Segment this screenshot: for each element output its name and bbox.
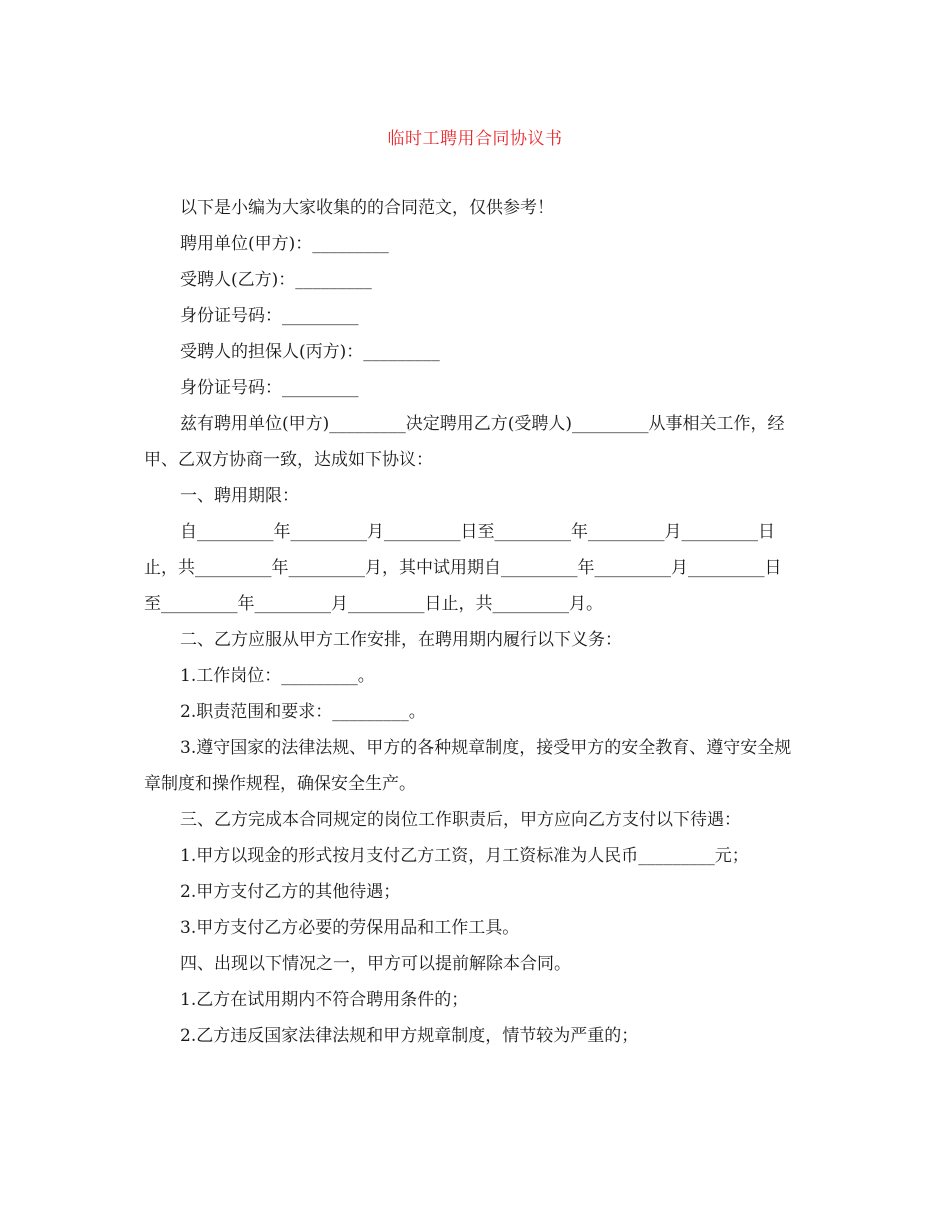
paragraph-salary: 1.甲方以现金的形式按月支付乙方工资，月工资标准为人民币_________元； bbox=[180, 846, 749, 866]
document-body bbox=[144, 190, 796, 1054]
paragraph-guarantor: 受聘人的担保人(丙方)：_________ bbox=[180, 342, 440, 362]
paragraph-other-benefits: 2.甲方支付乙方的其他待遇； bbox=[180, 882, 401, 902]
paragraph-term-dates: 自_________年_________月_________日至_________年_________月_________日止，共_________年_________月，其中试用期自_________年_________月_________日至_________年_________月_________日止，共_________月。 bbox=[144, 522, 782, 614]
paragraph-agreement: 兹有聘用单位(甲方)_________决定聘用乙方(受聘人)_________从事相关工作，经甲、乙双方协商一致，达成如下协议： bbox=[144, 414, 785, 470]
paragraph-duties: 2.职责范围和要求：_________。 bbox=[180, 702, 426, 722]
paragraph-equipment: 3.甲方支付乙方必要的劳保用品和工作工具。 bbox=[180, 918, 520, 938]
paragraph-guarantor-id: 身份证号码：_________ bbox=[180, 378, 359, 398]
paragraph-section-3-heading: 三、乙方完成本合同规定的岗位工作职责后，甲方应向乙方支付以下待遇： bbox=[180, 810, 741, 830]
paragraph-position: 1.工作岗位：_________。 bbox=[180, 666, 375, 686]
paragraph-section-2-heading: 二、乙方应服从甲方工作安排，在聘用期内履行以下义务： bbox=[180, 630, 622, 650]
paragraph-employer: 聘用单位(甲方)：_________ bbox=[180, 234, 389, 254]
document-title: 临时工聘用合同协议书 bbox=[387, 129, 563, 149]
paragraph-employee-id: 身份证号码：_________ bbox=[180, 306, 359, 326]
paragraph-section-4-heading: 四、出现以下情况之一，甲方可以提前解除本合同。 bbox=[180, 954, 571, 974]
paragraph-termination-2: 2.乙方违反国家法律法规和甲方规章制度，情节较为严重的； bbox=[180, 1026, 639, 1046]
paragraph-employee: 受聘人(乙方)：_________ bbox=[180, 270, 372, 290]
paragraph-termination-1: 1.乙方在试用期内不符合聘用条件的； bbox=[180, 990, 469, 1010]
paragraph-intro: 以下是小编为大家收集的的合同范文，仅供参考！ bbox=[180, 198, 554, 218]
paragraph-section-1-heading: 一、聘用期限： bbox=[180, 486, 299, 506]
paragraph-compliance: 3.遵守国家的法律法规、甲方的各种规章制度，接受甲方的安全教育、遵守安全规章制度和操作规程，确保安全生产。 bbox=[144, 738, 792, 794]
